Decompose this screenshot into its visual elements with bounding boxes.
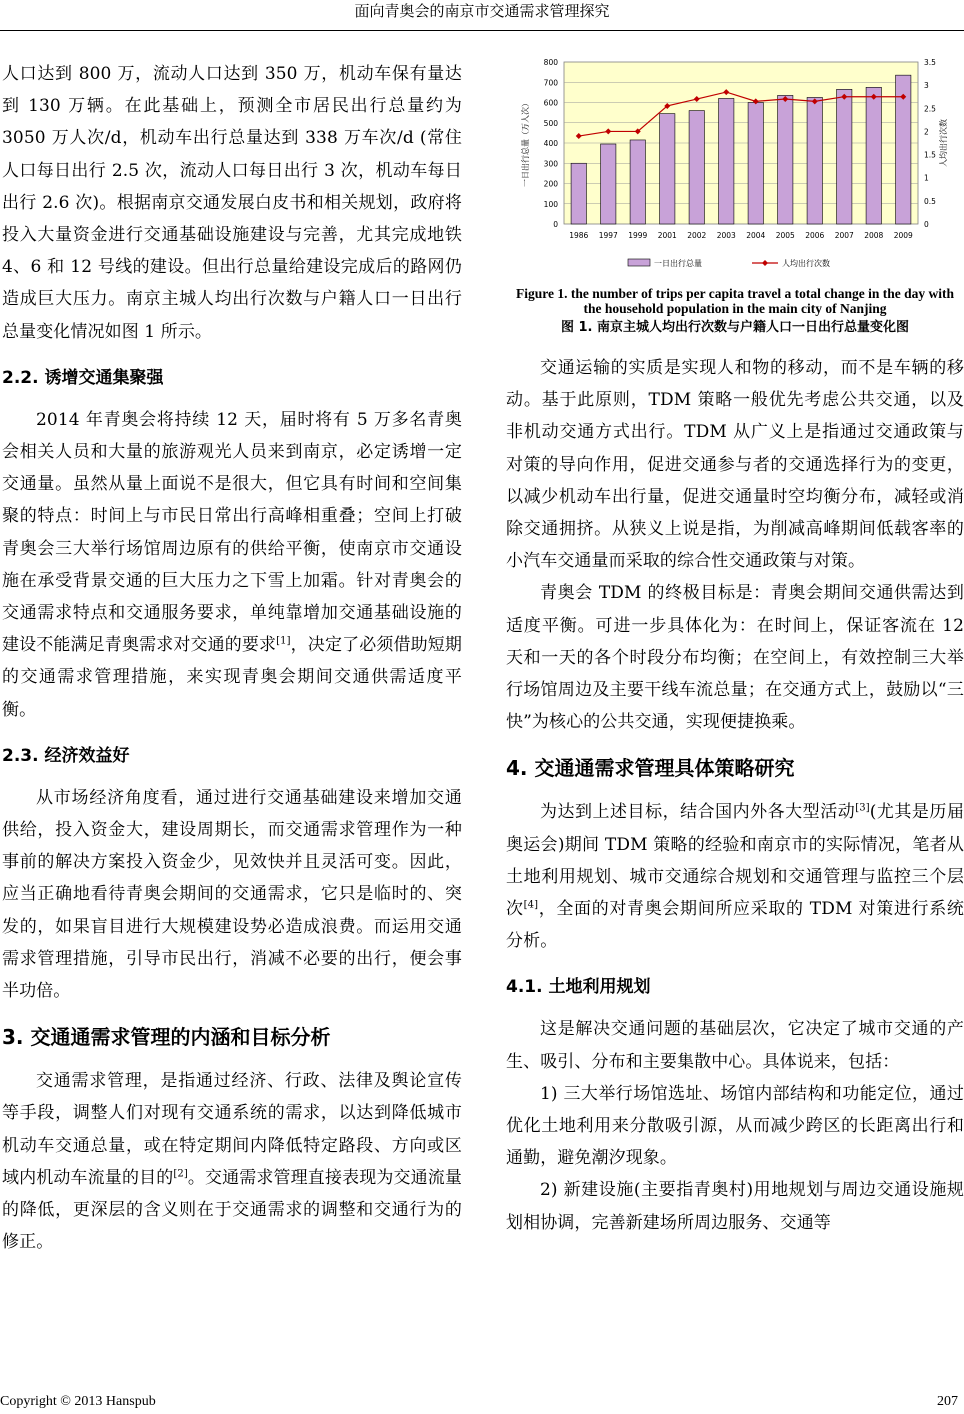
y-tick-label: 0 (553, 220, 558, 229)
x-tick-label: 2003 (716, 231, 736, 240)
section-heading-3: 3. 交通通需求管理的内涵和目标分析 (2, 1025, 331, 1050)
y2-tick-label: 3.5 (924, 58, 936, 67)
paragraph-text: (尤其是历届奥运会)期间 TDM 策略的经验和南京市的实际情况，笔者从土地利用规划、城市交通综合规划和交通管理与监控三个层次 (506, 802, 964, 920)
paragraph: 从市场经济角度看，通过进行交通基础建设来增加交通供给，投入资金大，建设周期长，而交通需求管理作为一种事前的解决方案投入资金少，见效快并且灵活可变。因此，应当正确地看待青奥会期间的交通需求，它只是临时的、突发的，如果盲目进行大规模建设势必造成浪费。而运用交通需求管理措施，引导市民出行，消减不必要的出行，便会事半功倍。 (2, 787, 462, 1002)
paragraph-text: ，全面的对青奥会期间所应采取的 TDM 对策进行系统分析。 (506, 899, 964, 952)
paragraph (2, 404, 462, 726)
bar (630, 140, 645, 224)
x-tick-label: 2002 (687, 231, 707, 240)
legend-line-marker (762, 260, 768, 266)
legend-line-label: 人均出行次数 (782, 259, 830, 268)
y-axis-label: 一日出行总量（万人次） (521, 99, 530, 187)
chart-svg (506, 56, 964, 281)
y-tick-label: 100 (543, 199, 558, 209)
x-tick-label: 2009 (893, 231, 913, 240)
running-header-title: 面向青奥会的南京市交通需求管理探究 (354, 2, 610, 20)
section-heading-2-2: 2.2. 诱增交通集聚强 (2, 367, 164, 388)
x-tick-label: 2007 (834, 231, 854, 240)
running-header (0, 0, 964, 31)
copyright-text: Copyright © 2013 Hanspub (0, 1394, 156, 1409)
y-tick-label: 500 (543, 118, 558, 128)
citation-ref[interactable]: [2] (173, 1168, 188, 1180)
paragraph-text: ，决定了必须借助短期的交通需求管理措施，来实现青奥会期间交通供需适度平衡。 (2, 635, 462, 720)
y2-tick-label: 1.5 (924, 150, 936, 160)
paragraph (506, 796, 964, 957)
citation-ref[interactable]: [3] (855, 802, 870, 814)
x-tick-label: 2005 (775, 231, 795, 240)
legend-bar-label: 一日出行总量 (654, 259, 702, 268)
page-number: 207 (937, 1394, 958, 1409)
section-heading-2-3: 2.3. 经济效益好 (2, 745, 130, 766)
bar (837, 89, 852, 224)
paragraph-text: 2014 年青奥会将持续 12 天，届时将有 5 万多名青奥会相关人员和大量的旅游观光人员来到南京，必定诱增一定交通量。虽然从量上面说不是很大，但它具有时间和空间集聚的特点：时间上与市民日常出行高峰相重叠；空间上打破青奥会三大举行场馆周边原有的供给平衡，使南京市交通设施在承受背景交通的巨大压力之下雪上加霜。针对青奥会的交通需求特点和交通服务要求，单纯靠增加交通基础设施的建设不能满足青奥需求对交通的要求 (2, 409, 462, 656)
left-column (2, 58, 462, 1259)
y2-tick-label: 2.5 (924, 104, 936, 114)
y-tick-label: 800 (543, 58, 558, 67)
bar (748, 103, 763, 225)
y-tick-label: 600 (543, 98, 558, 108)
y2-axis-label: 人均出行次数 (939, 119, 948, 167)
y-tick-label: 400 (543, 139, 558, 148)
bar (866, 87, 881, 224)
paragraph-text: 。交通需求管理直接表现为交通流量的降低，更深层的含义则在于交通需求的调整和交通行为的修正。 (2, 1167, 462, 1253)
bar (689, 111, 704, 224)
section-heading-4: 4. 交通通需求管理具体策略研究 (506, 756, 795, 781)
figure-caption-zh: 图 1. 南京主城人均出行次数与户籍人口一日出行总量变化图 (560, 320, 910, 335)
citation-ref[interactable]: [4] (523, 899, 539, 911)
y-tick-label: 200 (543, 179, 558, 189)
page-footer (0, 1394, 964, 1414)
y2-tick-label: 1 (924, 173, 929, 183)
figure-caption-en: Figure 1. the number of trips per capita travel a total change in the day with the household population in the main city of Nanjing (516, 286, 954, 316)
x-tick-label: 2004 (746, 231, 766, 240)
y-tick-label: 300 (543, 159, 558, 169)
y2-tick-label: 0.5 (924, 196, 936, 206)
paragraph: 青奥会 TDM 的终极目标是：青奥会期间交通供需达到适度平衡。可进一步具体化为：在时间上，保证客流在 12 天和一天的各个时段分布均衡；在空间上，有效控制三大举行场馆周边及主要干线车流总量；在交通方式上，鼓励以“三快”为核心的公共交通，实现便捷换乘。 (506, 583, 964, 733)
bar (807, 97, 822, 224)
bar (778, 95, 793, 224)
bar (660, 114, 675, 224)
list-item: 1) 三大举行场馆选址、场馆内部结构和功能定位，通过优化土地利用来分散吸引源，从而减少跨区的长距离出行和通勤，避免潮汐现象。 (506, 1083, 964, 1169)
x-tick-label: 1999 (628, 231, 648, 240)
bar (571, 163, 586, 224)
right-column (506, 352, 964, 1239)
bar (719, 98, 734, 224)
paragraph: 人口达到 800 万，流动人口达到 350 万，机动车保有量达到 130 万辆。在此基础上，预测全市居民出行总量约为 3050 万人次/d，机动车出行总量达到 338 万车次/d (常住人口每日出行 2.5 次，流动人口每日出行 3 次，机动车每日出行 2.6 次)。根据南京交通发展白皮书和相关规划，政府将投入大量资金进行交通基础设施建设与完善，尤其完成地铁 4、6 和 12 号线的建设。但出行总量给建设完成后的路网仍造成巨大压力。南京主城人均出行次数与户籍人口一日出行总量变化情况如图 1 所示。 (2, 64, 462, 342)
paragraph (2, 1065, 462, 1258)
paragraph-text: 交通需求管理，是指通过经济、行政、法律及舆论宣传等手段，调整人们对现有交通系统的需求，以达到降低城市机动车交通总量，或在特定期间内降低特定路段、方向或区域内机动车流量的目的 (2, 1071, 462, 1188)
y2-tick-label: 3 (924, 81, 929, 91)
citation-ref[interactable]: [1] (276, 635, 291, 647)
y2-tick-label: 2 (924, 127, 929, 137)
x-tick-label: 2008 (864, 231, 884, 240)
x-tick-label: 2006 (805, 231, 825, 240)
paragraph: 这是解决交通问题的基础层次，它决定了城市交通的产生、吸引、分布和主要集散中心。具体说来，包括： (506, 1019, 964, 1072)
x-tick-label: 2001 (657, 231, 677, 240)
paragraph: 交通运输的实质是实现人和物的移动，而不是车辆的移动。基于此原则，TDM 策略一般优先考虑公共交通，以及非机动交通方式出行。TDM 从广义上是指通过交通政策与对策的导向作用，促进交通参与者的交通选择行为的变更，以减少机动车出行量，促进交通量时空均衡分布，减轻或消除交通拥挤。从狭义上说是指，为削减高峰期间低载客率的小汽车交通量而采取的综合性交通政策与对策。 (506, 358, 964, 572)
legend-bar-swatch (628, 259, 650, 266)
y-tick-label: 700 (543, 78, 558, 88)
bar (601, 144, 616, 224)
paragraph-text: 为达到上述目标，结合国内外各大型活动 (540, 802, 856, 823)
list-item: 2) 新建设施(主要指青奥村)用地规划与周边交通设施规划相协调，完善新建场所周边服务、交通等 (506, 1180, 964, 1233)
x-tick-label: 1986 (569, 231, 589, 240)
y2-tick-label: 0 (924, 220, 929, 229)
x-tick-label: 1997 (598, 231, 618, 240)
section-heading-4-1: 4.1. 土地利用规划 (506, 977, 651, 998)
